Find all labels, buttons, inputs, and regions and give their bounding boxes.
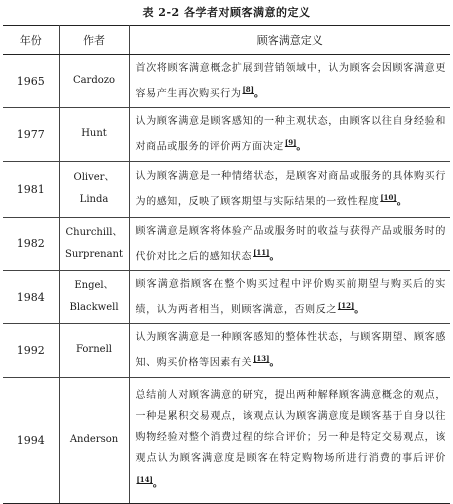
definition-text: 首次将顾客满意概念扩展到营销领域中，认为顾客会因顾客满意更容易产生再次购买行为 [135, 63, 446, 100]
reference-mark: [13] [253, 354, 270, 364]
sentence-end: 。 [269, 250, 281, 262]
table-header-row [3, 26, 450, 55]
author-cell [59, 217, 129, 270]
year-cell: 1992 [3, 324, 59, 377]
reference-mark: [10] [380, 192, 397, 202]
table-row [3, 217, 450, 270]
table-row [3, 270, 450, 323]
author-name: Churchill、 [65, 226, 123, 238]
table-caption: 表 2-2 各学者对顾客满意的定义 [142, 6, 311, 19]
year-cell: 1965 [3, 55, 59, 108]
author-name: Oliver、 [73, 172, 115, 184]
table-row [3, 377, 450, 503]
year-cell: 1994 [3, 377, 59, 503]
table-row [3, 324, 450, 377]
definition-cell [129, 324, 450, 377]
definition-cell [129, 217, 450, 270]
author-name-line2: Linda [79, 194, 109, 206]
author-name-line2: Blackwell [69, 302, 119, 314]
table-row [3, 108, 450, 161]
author-name: Fornell [76, 344, 112, 356]
author-cell [59, 161, 129, 217]
reference-mark: [11] [253, 247, 270, 257]
definitions-table [3, 25, 450, 504]
reference-mark: [8] [242, 85, 254, 94]
author-cell [59, 108, 129, 161]
definition-text: 认为顾客满意是一种情绪状态，是顾客对商品或服务的具体购买行为的感知，反映了顾客期望与实际结果的一致性程度 [135, 170, 446, 208]
author-name: Hunt [81, 128, 107, 140]
author-name: Cardozo [72, 75, 116, 87]
author-cell [59, 270, 129, 323]
sentence-end: 。 [354, 304, 365, 316]
definition-cell [129, 55, 450, 108]
definition-cell [129, 108, 450, 161]
author-name: Engel、 [74, 280, 114, 292]
table-row [3, 55, 450, 108]
reference-mark: [14] [136, 475, 153, 485]
sentence-end: 。 [254, 88, 265, 100]
year-cell: 1981 [3, 161, 59, 217]
author-cell [59, 55, 129, 108]
sentence-end: 。 [396, 196, 408, 208]
definition-text: 总结前人对顾客满意的研究，提出两种解释顾客满意概念的观点，一种是累积交易观点，该观点认为顾客满意度是顾客基于自身以往购物经验对整个消费过程的综合评价；另一种是特定交易观点，该观点认为顾客满意度是顾客在特定购物场所进行消费的事后评价 [135, 390, 446, 465]
header-author: 作者 [59, 26, 129, 55]
definition-text: 顾客满意是顾客将体验产品或服务时的收益与获得产品或服务时的代价对比之后的感知状态 [135, 225, 446, 262]
year-cell: 1984 [3, 270, 59, 323]
year-cell: 1982 [3, 217, 59, 270]
table-row [3, 161, 450, 217]
author-name-line2: Surprenant [64, 248, 124, 260]
definition-text: 认为顾客满意是一种顾客感知的整体性状态，与顾客期望、顾客感知、购买价格等因素有关 [135, 332, 446, 369]
sentence-end: 。 [152, 478, 164, 490]
reference-mark: [12] [337, 300, 355, 310]
definition-text: 认为顾客满意是顾客感知的一种主观状态，由顾客以往自身经验和对商品或服务的评价两方面决定 [135, 116, 446, 153]
definition-cell [129, 377, 450, 503]
definition-cell [129, 161, 450, 217]
reference-mark: [9] [284, 138, 297, 148]
header-year: 年份 [3, 26, 59, 55]
author-cell [59, 377, 129, 503]
sentence-end: 。 [269, 357, 281, 369]
author-name: Anderson [69, 434, 119, 446]
definition-text: 顾客满意指顾客在整个购买过程中评价购买前期望与购买后的实绩，认为两者相当，则顾客满意，否则反之 [135, 278, 446, 316]
definition-cell [129, 270, 450, 323]
header-definition: 顾客满意定义 [129, 26, 450, 55]
sentence-end: 。 [296, 141, 308, 153]
year-cell: 1977 [3, 108, 59, 161]
author-cell [59, 324, 129, 377]
